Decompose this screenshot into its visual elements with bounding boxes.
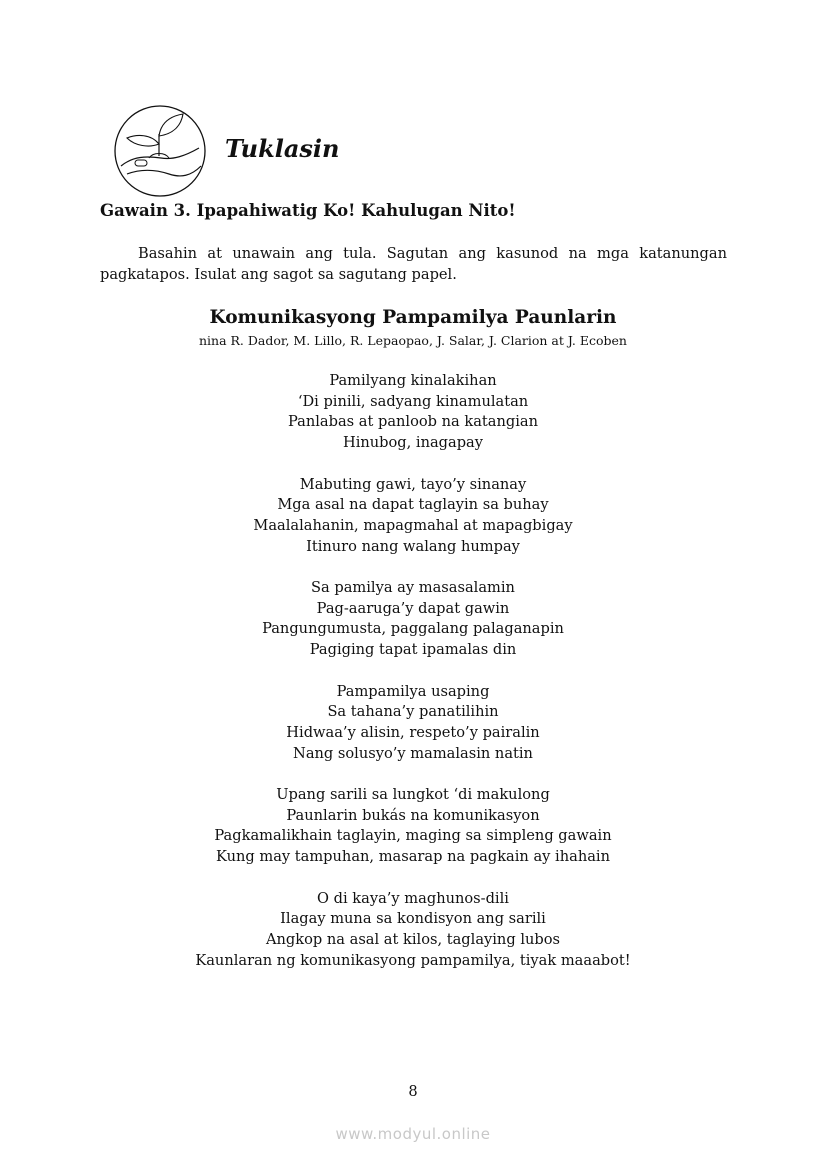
poem-line: Pag-aaruga’y dapat gawin <box>316 599 510 617</box>
poem-line: Pagiging tapat ipamalas din <box>309 641 517 659</box>
poem-title: Komunikasyong Pampamilya Paunlarin <box>209 307 617 328</box>
poem-line: ‘Di pinili, sadyang kinamulatan <box>297 392 529 410</box>
activity-heading: Gawain 3. Ipapahiwatig Ko! Kahulugan Nito! <box>100 201 516 220</box>
page-number: 8 <box>408 1083 418 1100</box>
section-title: Tuklasin <box>225 134 340 163</box>
instructions-text: Basahin at unawain ang tula. Sagutan ang kasunod na mga katanungan pagkatapos. Isulat ang sagot sa sagutang papel. <box>100 245 727 283</box>
poem-stanza <box>0 785 826 868</box>
poem-line: Kaunlaran ng komunikasyong pampamilya, tiyak maaabot! <box>195 951 631 969</box>
poem-line: O di kaya’y maghunos-dili <box>317 889 509 907</box>
poem-line: Sa pamilya ay masasalamin <box>311 579 515 596</box>
poem-line: Pangungumusta, paggalang palaganapin <box>262 620 564 638</box>
poem-line: Pagkamalikhain taglayin, maging sa simpleng gawain <box>214 827 612 845</box>
poem-line: Hinubog, inagapay <box>342 434 484 452</box>
instructions <box>100 243 727 285</box>
poem-line: Pampamilya usaping <box>336 682 490 700</box>
poem-stanza <box>0 682 826 765</box>
poem-line: Mga asal na dapat taglayin sa buhay <box>277 496 549 514</box>
poem-line: Kung may tampuhan, masarap na pagkain ay ihahain <box>216 848 610 866</box>
hand-holding-plant-icon <box>113 104 207 198</box>
poem-line: Angkop na asal at kilos, taglaying lubos <box>265 930 560 948</box>
poem-line: Upang sarili sa lungkot ‘di makulong <box>276 786 550 803</box>
poem-line: Mabuting gawi, tayo’y sinanay <box>299 475 527 493</box>
poem-line: Hidwaa’y alisin, respeto’y pairalin <box>286 723 540 741</box>
poem-line: Sa tahana’y panatilihin <box>327 703 499 721</box>
poem-stanza <box>0 578 826 661</box>
poem-stanza <box>0 889 826 972</box>
poem-stanza <box>0 371 826 454</box>
poem-authors: nina R. Dador, M. Lillo, R. Lepaopao, J. Salar, J. Clarion at J. Ecoben <box>199 333 627 348</box>
poem-line: Ilagay muna sa kondisyon ang sarili <box>280 910 546 928</box>
poem-line: Maalalahanin, mapagmahal at mapagbigay <box>253 516 573 534</box>
poem-stanza <box>0 475 826 558</box>
watermark: www.modyul.online <box>335 1125 491 1143</box>
poem-line: Paunlarin bukás na komunikasyon <box>286 806 540 824</box>
poem-line: Nang solusyo’y mamalasin natin <box>293 744 533 762</box>
poem-line: Pamilyang kinalakihan <box>329 372 497 389</box>
poem-body <box>0 371 826 992</box>
poem-line: Itinuro nang walang humpay <box>306 537 520 555</box>
poem-line: Panlabas at panloob na katangian <box>287 413 539 431</box>
